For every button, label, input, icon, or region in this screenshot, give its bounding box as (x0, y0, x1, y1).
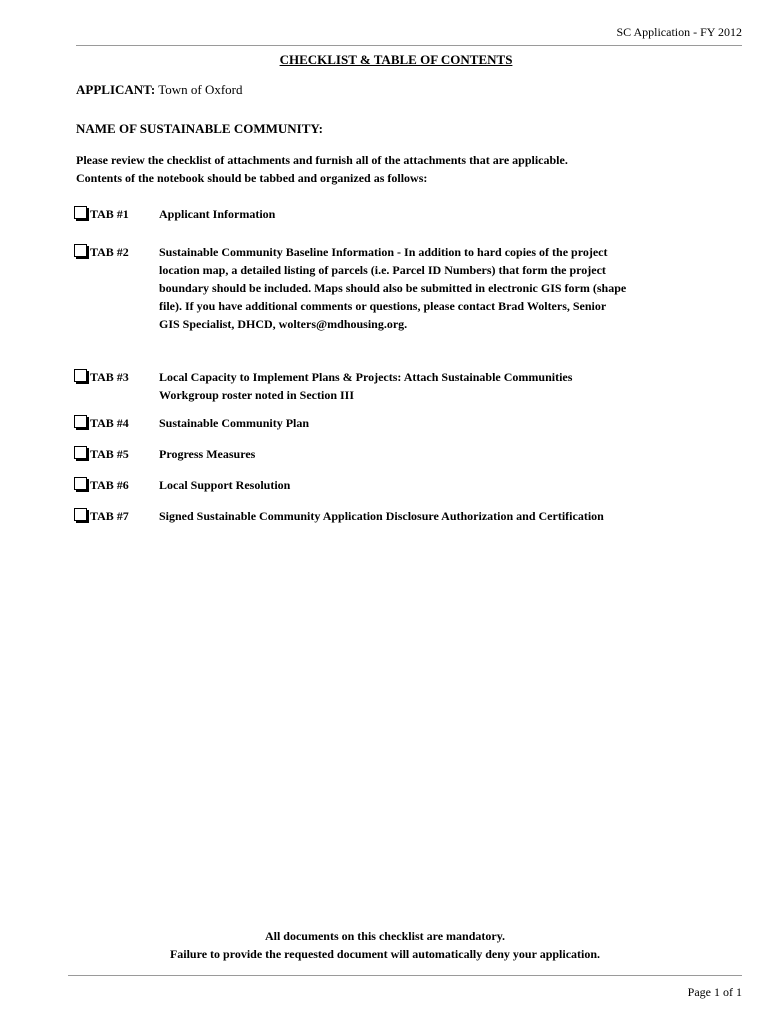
tab-label: TAB #5 (90, 447, 129, 461)
tab-description: Local Support Resolution (159, 478, 291, 492)
checkbox[interactable] (74, 369, 87, 382)
instructions-line: Contents of the notebook should be tabbed and organized as follows: (76, 171, 428, 185)
checkbox[interactable] (74, 244, 87, 257)
applicant-label: APPLICANT: (76, 82, 156, 97)
page-title: CHECKLIST & TABLE OF CONTENTS (279, 52, 513, 67)
tab-description: Sustainable Community Plan (159, 416, 310, 430)
checkbox[interactable] (74, 206, 87, 219)
checkbox[interactable] (74, 446, 87, 459)
applicant-value: Town of Oxford (158, 82, 243, 97)
bottom-divider (68, 975, 742, 976)
page-number: Page 1 of 1 (687, 985, 742, 999)
checkbox[interactable] (74, 508, 87, 521)
tab-label: TAB #3 (90, 370, 129, 384)
instructions-line: Please review the checklist of attachments and furnish all of the attachments that are applicable. (76, 153, 568, 167)
tab-description: Applicant Information (159, 207, 276, 221)
tab-description: Local Capacity to Implement Plans & Projects: Attach Sustainable Communities Workgroup roster noted in Section III (159, 370, 573, 402)
community-label: NAME OF SUSTAINABLE COMMUNITY: (76, 121, 323, 136)
tab-label: TAB #6 (90, 478, 129, 492)
tab-label: TAB #4 (90, 416, 129, 430)
tab-label: TAB #7 (90, 509, 129, 523)
deny-warning: Failure to provide the requested document will automatically deny your application. (169, 947, 601, 961)
checkbox[interactable] (74, 415, 87, 428)
checkbox[interactable] (74, 477, 87, 490)
tab-description: Progress Measures (159, 447, 256, 461)
mandatory-notice (0, 927, 770, 963)
instructions (76, 151, 716, 187)
tab-description: Sustainable Community Baseline Information - In addition to hard copies of the project location map, a detailed listing of parcels (i.e. Parcel ID Numbers) that form the project boundary should be included. Maps should also be submitted in electronic GIS form (shape file). If you have additional comments or questions, please contact Brad Wolters, Senior GIS Specialist, DHCD, wolters@mdhousing.org. (159, 245, 627, 331)
applicant-line (76, 82, 243, 98)
tab-label: TAB #2 (90, 245, 129, 259)
tab-label: TAB #1 (90, 207, 129, 221)
top-divider (76, 45, 742, 46)
tab-description: Signed Sustainable Community Application Disclosure Authorization and Certification (159, 509, 604, 523)
document-id: SC Application - FY 2012 (616, 25, 742, 39)
mandatory-line: All documents on this checklist are mandatory. (264, 929, 506, 943)
